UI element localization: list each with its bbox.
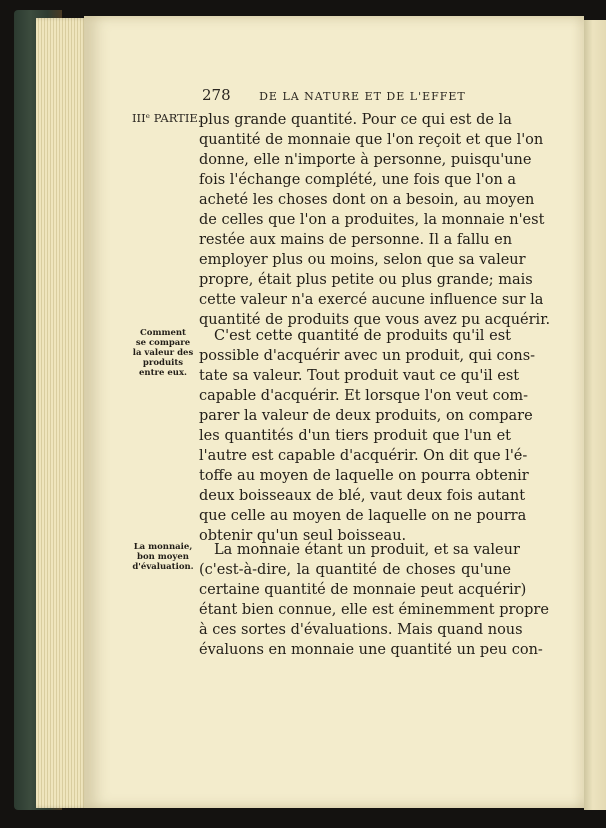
running-head: DE LA NATURE ET DE L'EFFET — [259, 90, 466, 103]
text-line: acheté les choses dont on a besoin, au moyen — [199, 192, 535, 208]
side-note-line: La monnaie, — [133, 542, 193, 552]
text-line: étant bien connue, elle est éminemment propre — [199, 602, 549, 618]
text-line: La monnaie étant un produit, et sa valeur — [214, 542, 520, 558]
side-note-line: Comment — [140, 328, 186, 338]
text-line: cette valeur n'a exercé aucune influence sur la — [199, 292, 544, 308]
text-line: les quantités d'un tiers produit que l'un et — [199, 428, 511, 444]
text-line: obtenir qu'un seul boisseau. — [199, 528, 407, 544]
text-line: deux boisseaux de blé, vaut deux fois autant — [199, 488, 526, 504]
text-line: à ces sortes d'évaluations. Mais quand nous — [199, 622, 523, 638]
text-line: C'est cette quantité de produits qu'il est — [214, 328, 511, 344]
side-note-line: se compare — [135, 338, 191, 348]
page-header — [202, 86, 512, 104]
text-line: l'autre est capable d'acquérir. On dit que l'é- — [199, 448, 528, 464]
text-line: donne, elle n'importe à personne, puisqu'une — [199, 152, 532, 168]
text-line: quantité de monnaie que l'on reçoit et que l'on — [199, 132, 544, 148]
side-note-line: la valeur des — [132, 348, 194, 358]
facing-page-edge — [584, 20, 606, 810]
text-line: évaluons en monnaie une quantité un peu con- — [199, 642, 543, 658]
text-line: parer la valeur de deux produits, on compare — [199, 408, 533, 424]
side-note-comparison — [132, 328, 194, 378]
side-note-line: d'évaluation. — [132, 562, 194, 572]
text-line: employer plus ou moins, selon que sa valeur — [199, 252, 526, 268]
text-line: propre, était plus petite ou plus grande; mais — [199, 272, 533, 288]
text-line: certaine quantité de monnaie peut acquérir) — [199, 582, 527, 598]
part-label: IIIᵉ PARTIE. — [132, 111, 202, 125]
text-line: de celles que l'on a produites, la monnaie n'est — [199, 212, 545, 228]
side-note-line: produits — [142, 358, 184, 368]
text-line: (c'est-à-dire, la quantité de choses qu'une — [199, 562, 511, 578]
text-line: restée aux mains de personne. Il a fallu en — [199, 232, 513, 248]
side-note-line: bon moyen — [137, 552, 189, 562]
text-line: que celle au moyen de laquelle on ne pourra — [199, 508, 527, 524]
side-note-money — [132, 542, 194, 572]
text-line: capable d'acquérir. Et lorsque l'on veut com- — [199, 388, 529, 404]
side-note-line: entre eux. — [139, 368, 187, 378]
text-line: tate sa valeur. Tout produit vaut ce qu'il est — [199, 368, 520, 384]
page-edges — [36, 18, 88, 808]
text-line: toffe au moyen de laquelle on pourra obtenir — [199, 468, 529, 484]
text-line: possible d'acquérir avec un produit, qui cons- — [199, 348, 536, 364]
text-line: quantité de produits que vous avez pu acquérir. — [199, 312, 551, 328]
page-number: 278 — [202, 86, 231, 104]
text-line: plus grande quantité. Pour ce qui est de la — [199, 112, 512, 128]
text-line: fois l'échange complété, une fois que l'on a — [199, 172, 517, 188]
